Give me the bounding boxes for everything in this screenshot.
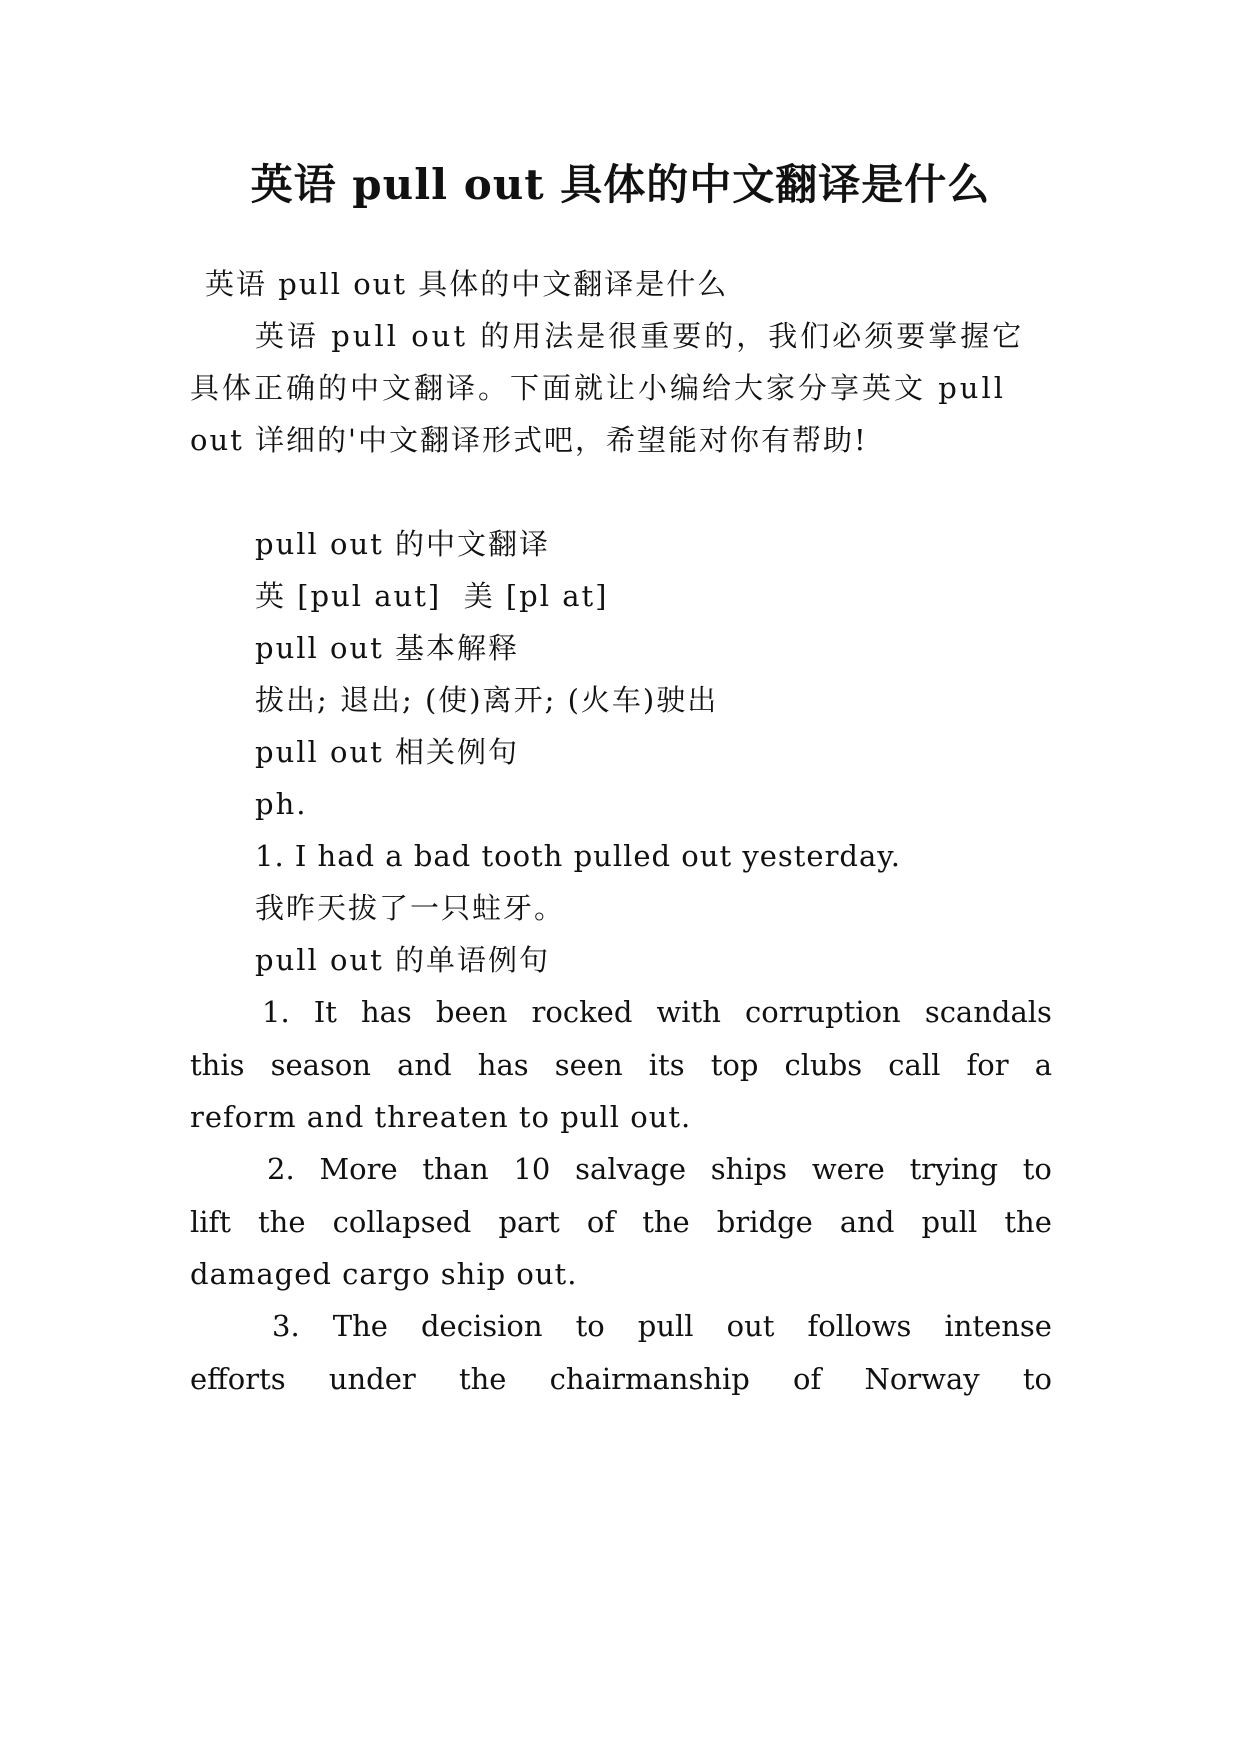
word: for — [966, 1048, 1009, 1082]
word: under — [328, 1362, 416, 1396]
word: part — [498, 1205, 560, 1239]
word: season — [270, 1048, 371, 1082]
word: trying — [909, 1152, 999, 1186]
word: More — [319, 1152, 398, 1186]
word: to — [575, 1309, 605, 1343]
word: intense — [944, 1309, 1052, 1343]
example-2-line-1 — [267, 1147, 1052, 1191]
word: clubs — [784, 1048, 863, 1082]
word: the — [642, 1205, 690, 1239]
word: and — [397, 1048, 452, 1082]
word: and — [839, 1205, 895, 1239]
subtitle: 英语 pull out 具体的中文翻译是什么 — [205, 267, 729, 301]
section-basic-heading: pull out 基本解释 — [255, 631, 520, 665]
word: seen — [554, 1048, 623, 1082]
word: out — [726, 1309, 775, 1343]
example-1-line-3: reform and threaten to pull out. — [190, 1100, 692, 1134]
word: corruption — [745, 995, 901, 1029]
word: its — [648, 1048, 685, 1082]
word: of — [793, 1362, 822, 1396]
word: pull — [921, 1205, 978, 1239]
word: ships — [710, 1152, 788, 1186]
phonetic-line: 英 [pul aut] 美 [pl at] — [255, 579, 609, 613]
intro-line-3: out 详细的'中文翻译形式吧，希望能对你有帮助! — [190, 423, 868, 457]
word: 1. — [262, 995, 290, 1029]
word: the — [1004, 1205, 1052, 1239]
word: 2. — [267, 1152, 295, 1186]
intro-line-1: 英语 pull out 的用法是很重要的，我们必须要掌握它 — [255, 319, 1025, 353]
word: lift — [190, 1205, 231, 1239]
word: follows — [807, 1309, 912, 1343]
word: pull — [637, 1309, 694, 1343]
word: decision — [420, 1309, 543, 1343]
word: the — [258, 1205, 306, 1239]
word: Norway — [864, 1362, 980, 1396]
word: were — [811, 1152, 885, 1186]
word: to — [1022, 1362, 1052, 1396]
word: this — [190, 1048, 245, 1082]
word: top — [710, 1048, 759, 1082]
word: been — [435, 995, 508, 1029]
word: collapsed — [332, 1205, 472, 1239]
document-title: 英语 pull out 具体的中文翻译是什么 — [250, 160, 991, 209]
word: It — [313, 995, 337, 1029]
word: The — [332, 1309, 388, 1343]
word: with — [656, 995, 721, 1029]
example-2-line-3: damaged cargo ship out. — [190, 1257, 578, 1291]
word: scandals — [924, 995, 1052, 1029]
word: bridge — [716, 1205, 813, 1239]
example-1-line-1 — [262, 990, 1052, 1034]
word: 3. — [272, 1309, 300, 1343]
intro-line-2: 具体正确的中文翻译。下面就让小编给大家分享英文 pull — [190, 371, 1007, 405]
word: 10 — [513, 1152, 551, 1186]
example-1-line-2 — [190, 1043, 1052, 1087]
word: than — [422, 1152, 489, 1186]
word: salvage — [575, 1152, 686, 1186]
word: call — [888, 1048, 941, 1082]
word: has — [360, 995, 412, 1029]
word: rocked — [531, 995, 633, 1029]
word: chairmanship — [549, 1362, 750, 1396]
word: efforts — [190, 1362, 286, 1396]
basic-meaning: 拔出; 退出; (使)离开; (火车)驶出 — [255, 683, 719, 717]
related-example-en: 1. I had a bad tooth pulled out yesterday. — [255, 839, 902, 873]
section-translation-heading: pull out 的中文翻译 — [255, 527, 551, 561]
related-example-zh: 我昨天拔了一只蛀牙。 — [255, 891, 566, 925]
word: to — [1022, 1152, 1052, 1186]
example-3-line-1 — [272, 1304, 1052, 1348]
section-related-heading: pull out 相关例句 — [255, 735, 520, 769]
example-2-line-2 — [190, 1200, 1052, 1244]
word: the — [458, 1362, 507, 1396]
part-of-speech: ph. — [255, 787, 308, 821]
section-word-heading: pull out 的单语例句 — [255, 943, 551, 977]
word: of — [586, 1205, 616, 1239]
word: a — [1034, 1048, 1052, 1082]
word: has — [477, 1048, 529, 1082]
example-3-line-2 — [190, 1357, 1052, 1401]
